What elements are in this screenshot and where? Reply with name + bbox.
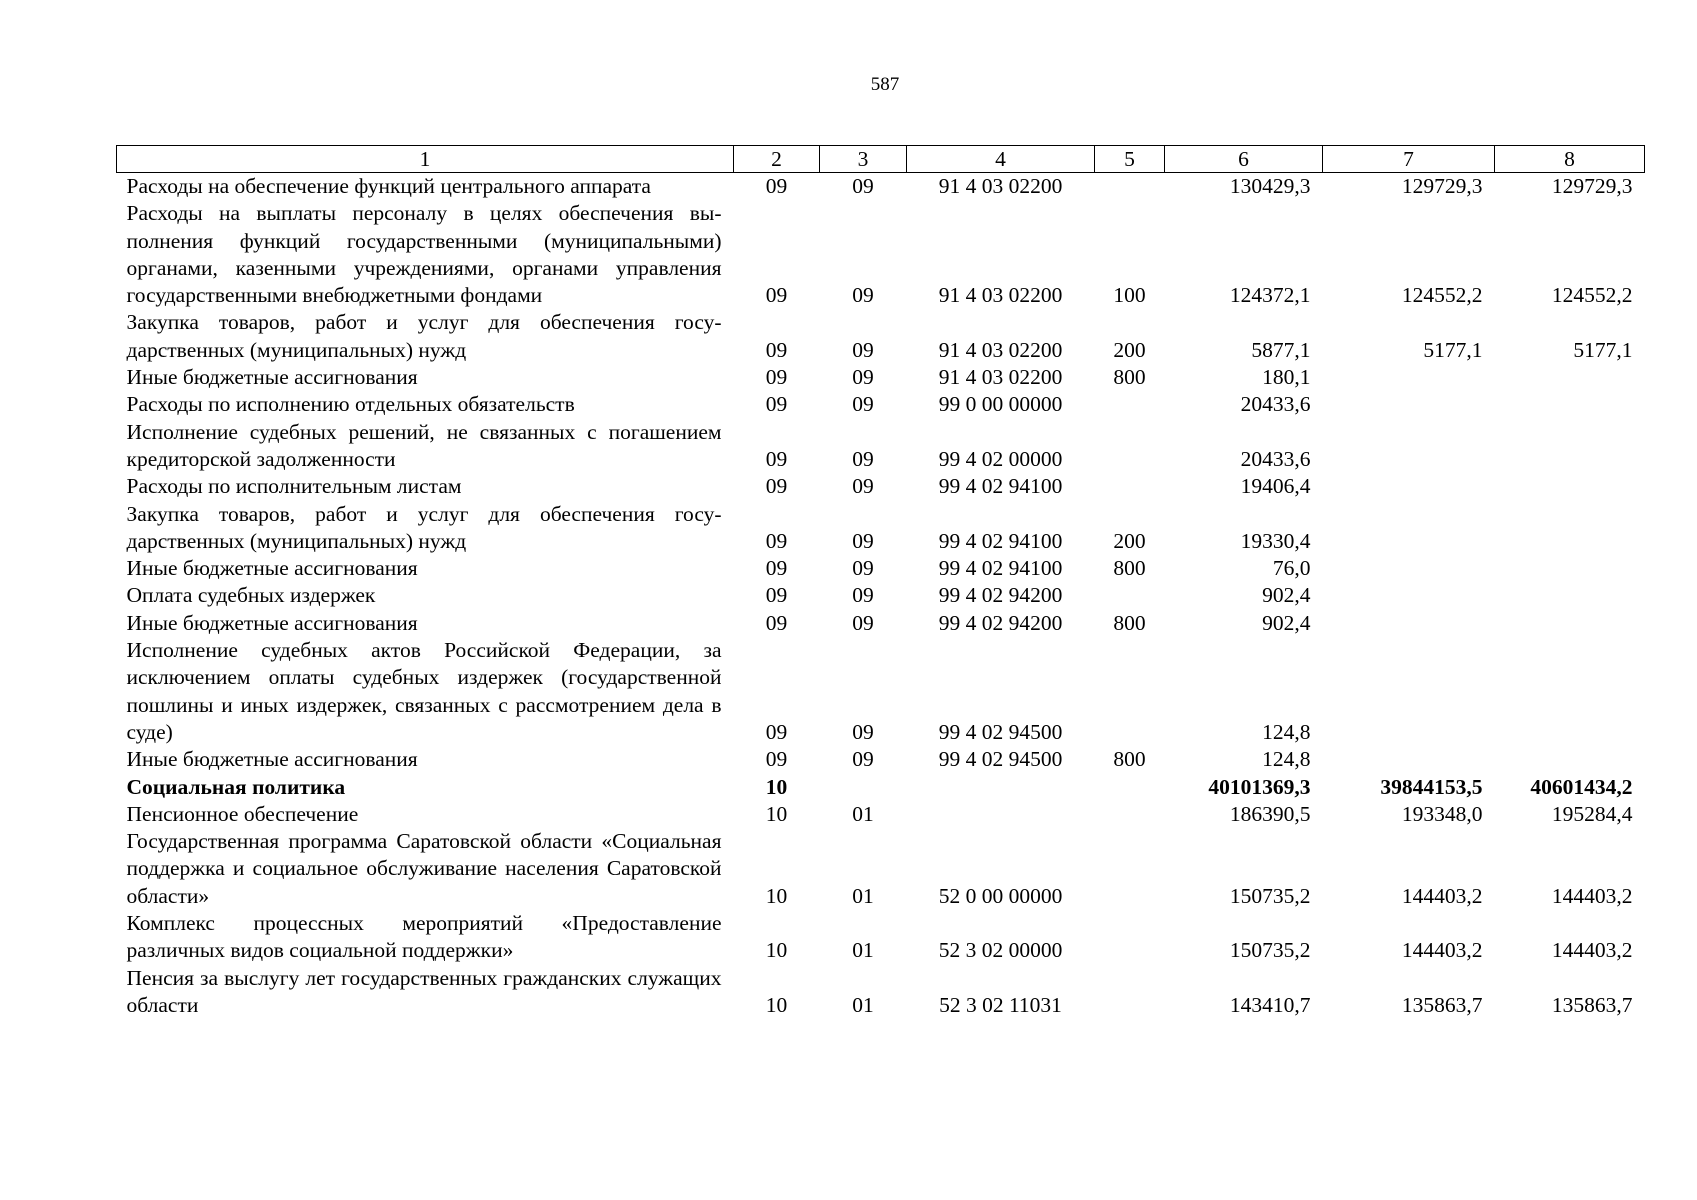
table-row (117, 501, 1645, 556)
row-name: Расходы на обеспечение функций центрального аппарата (126, 174, 651, 198)
row-name: Комплекс процессных мероприятий «Предоставление различных видов социальной поддержки» (126, 911, 722, 963)
row-subsection (820, 774, 907, 801)
row-amount-1: 150735,2 (1229, 883, 1311, 908)
row-amount-2 (1323, 364, 1495, 391)
row-name: Иные бюджетные ассигнования (126, 556, 418, 581)
row-expense-type: 800 (1113, 365, 1146, 390)
row-name: Пенсия за выслугу лет государственных гражданских служащих области (126, 965, 722, 1017)
table-row (117, 364, 1645, 391)
row-name: Расходы на выплаты персоналу в целях обеспечения выполнения функций государственными (муниципальными) органами, казенными учреждениями, органами управления государственными внебюджетными фондами (126, 201, 722, 308)
row-amount-2 (1323, 610, 1495, 637)
row-amount-2: 144403,2 (1401, 883, 1483, 908)
row-amount-2: 135863,7 (1401, 992, 1483, 1017)
row-expense-type (1095, 473, 1165, 500)
row-amount-3: 124552,2 (1551, 283, 1633, 308)
row-amount-1: 5877,1 (1251, 337, 1311, 362)
row-amount-3 (1495, 610, 1645, 637)
row-amount-2: 124552,2 (1401, 283, 1483, 308)
row-expense-type (1095, 828, 1165, 910)
row-expense-type: 200 (1113, 528, 1146, 553)
row-name: Закупка товаров, работ и услуг для обеспечения государственных (муниципальных) нужд (126, 310, 722, 362)
row-subsection: 09 (852, 446, 874, 471)
row-subsection: 09 (852, 365, 874, 390)
row-amount-1: 19406,4 (1240, 474, 1311, 499)
row-name: Социальная политика (126, 774, 346, 799)
page-number: 587 (870, 74, 900, 95)
row-section: 09 (765, 528, 788, 553)
row-amount-2 (1323, 391, 1495, 418)
row-amount-2: 193348,0 (1401, 801, 1483, 826)
row-amount-3 (1495, 501, 1645, 556)
row-target-article: 52 3 02 11031 (939, 992, 1062, 1017)
row-amount-1: 124372,1 (1229, 283, 1311, 308)
row-amount-1: 20433,6 (1240, 446, 1311, 471)
table-row (117, 610, 1645, 637)
row-target-article: 99 4 02 94200 (938, 610, 1063, 635)
row-subsection: 09 (852, 719, 874, 744)
row-subsection: 09 (852, 337, 874, 362)
row-target-article: 99 0 00 00000 (938, 392, 1063, 417)
table-row (117, 582, 1645, 609)
column-header-4: 4 (907, 146, 1095, 173)
row-expense-type (1095, 419, 1165, 474)
row-amount-1: 150735,2 (1229, 938, 1311, 963)
row-name: Исполнение судебных актов Российской Федерации, за исключением оплаты судебных издержек (государственной пошлины и иных издержек, связанных с рассмотрением дела в суде) (126, 638, 722, 744)
row-amount-3 (1495, 582, 1645, 609)
row-target-article: 99 4 02 94200 (938, 583, 1063, 608)
row-section: 09 (765, 747, 788, 772)
row-subsection: 09 (852, 392, 874, 417)
row-amount-3 (1495, 746, 1645, 773)
row-amount-3: 144403,2 (1551, 938, 1633, 963)
table-body (117, 173, 1645, 1020)
row-amount-3 (1495, 391, 1645, 418)
table-row (117, 391, 1645, 418)
row-amount-3 (1495, 637, 1645, 746)
row-expense-type (1095, 391, 1165, 418)
row-expense-type: 100 (1113, 283, 1146, 308)
row-amount-2: 144403,2 (1401, 938, 1483, 963)
column-header-6: 6 (1165, 146, 1323, 173)
row-amount-1: 40101369,3 (1208, 774, 1311, 799)
row-section: 10 (765, 938, 788, 963)
row-name: Государственная программа Саратовской области «Социальная поддержка и социальное обслуживание населения Саратовской области» (126, 829, 722, 908)
row-amount-1: 902,4 (1262, 583, 1311, 608)
row-subsection: 09 (852, 174, 874, 198)
row-amount-3 (1495, 364, 1645, 391)
row-expense-type (1095, 965, 1165, 1020)
table-row (117, 746, 1645, 773)
row-amount-1: 124,8 (1262, 719, 1311, 744)
row-amount-2 (1323, 582, 1495, 609)
row-target-article: 52 3 02 00000 (938, 938, 1063, 963)
row-target-article: 91 4 03 02200 (938, 337, 1063, 362)
row-expense-type: 800 (1113, 747, 1146, 772)
row-amount-3: 129729,3 (1551, 174, 1633, 198)
row-name: Расходы по исполнительным листам (126, 474, 462, 499)
row-section: 09 (765, 283, 788, 308)
row-amount-3 (1495, 419, 1645, 474)
row-section: 10 (765, 883, 788, 908)
table-row (117, 555, 1645, 582)
row-section: 09 (765, 719, 788, 744)
row-amount-3: 195284,4 (1551, 801, 1633, 826)
row-name: Иные бюджетные ассигнования (126, 365, 418, 390)
row-amount-3 (1495, 555, 1645, 582)
row-target-article: 99 4 02 94500 (938, 719, 1063, 744)
row-subsection: 09 (852, 283, 874, 308)
row-name: Расходы по исполнению отдельных обязательств (126, 392, 575, 417)
table-row (117, 200, 1645, 309)
row-section: 09 (765, 446, 788, 471)
row-amount-2: 129729,3 (1401, 174, 1483, 198)
row-target-article (907, 774, 1095, 801)
table-row (117, 173, 1645, 201)
row-subsection: 09 (852, 747, 874, 772)
row-expense-type (1095, 582, 1165, 609)
row-section: 09 (765, 365, 788, 390)
row-section: 09 (765, 392, 788, 417)
row-section: 10 (765, 992, 788, 1017)
column-header-5: 5 (1095, 146, 1165, 173)
row-amount-1: 124,8 (1262, 747, 1311, 772)
row-subsection: 01 (852, 938, 874, 963)
row-expense-type: 200 (1113, 337, 1146, 362)
row-amount-3: 40601434,2 (1530, 774, 1633, 799)
table-row (117, 309, 1645, 364)
table-row (117, 828, 1645, 910)
row-amount-3: 135863,7 (1551, 992, 1633, 1017)
row-amount-3: 144403,2 (1551, 883, 1633, 908)
row-amount-1: 902,4 (1262, 610, 1311, 635)
row-name: Оплата судебных издержек (126, 583, 376, 608)
table-row (117, 473, 1645, 500)
row-section: 09 (765, 610, 788, 635)
row-name: Иные бюджетные ассигнования (126, 747, 418, 772)
row-section: 10 (765, 774, 788, 799)
row-target-article: 99 4 02 94100 (938, 556, 1063, 581)
row-amount-1: 143410,7 (1229, 992, 1311, 1017)
row-amount-2 (1323, 501, 1495, 556)
row-expense-type (1095, 801, 1165, 828)
budget-table (116, 145, 1645, 1019)
row-amount-2 (1323, 473, 1495, 500)
row-name: Иные бюджетные ассигнования (126, 610, 418, 635)
row-amount-1: 180,1 (1262, 365, 1311, 390)
row-target-article: 91 4 03 02200 (938, 174, 1063, 198)
row-name: Закупка товаров, работ и услуг для обеспечения государственных (муниципальных) нужд (126, 501, 722, 553)
row-subsection: 09 (852, 528, 874, 553)
row-subsection: 01 (852, 992, 874, 1017)
row-amount-2 (1323, 746, 1495, 773)
row-amount-2: 39844153,5 (1380, 774, 1483, 799)
row-target-article: 91 4 03 02200 (938, 283, 1063, 308)
table-row (117, 774, 1645, 801)
row-section: 09 (765, 556, 788, 581)
column-header-8: 8 (1495, 146, 1645, 173)
row-target-article (907, 801, 1095, 828)
row-subsection: 09 (852, 556, 874, 581)
column-number-header (117, 146, 1645, 173)
row-target-article: 99 4 02 00000 (938, 446, 1063, 471)
column-header-7: 7 (1323, 146, 1495, 173)
row-name: Пенсионное обеспечение (126, 801, 359, 826)
row-amount-2 (1323, 419, 1495, 474)
row-expense-type: 800 (1113, 610, 1146, 635)
table-row (117, 965, 1645, 1020)
row-target-article: 91 4 03 02200 (938, 365, 1063, 390)
row-section: 09 (765, 474, 788, 499)
row-expense-type (1095, 910, 1165, 965)
row-expense-type (1095, 173, 1165, 201)
row-target-article: 99 4 02 94500 (938, 747, 1063, 772)
table-row (117, 419, 1645, 474)
row-section: 09 (765, 337, 788, 362)
row-expense-type (1095, 637, 1165, 746)
row-section: 09 (765, 174, 788, 198)
row-subsection: 01 (852, 801, 874, 826)
row-amount-1: 186390,5 (1229, 801, 1311, 826)
row-subsection: 09 (852, 610, 874, 635)
row-amount-1: 19330,4 (1240, 528, 1311, 553)
table-row (117, 910, 1645, 965)
row-name: Исполнение судебных решений, не связанных с погашением кредиторской задолженности (126, 419, 722, 471)
row-amount-2 (1323, 637, 1495, 746)
table-row (117, 637, 1645, 746)
row-subsection: 09 (852, 474, 874, 499)
row-section: 09 (765, 583, 788, 608)
row-target-article: 99 4 02 94100 (938, 474, 1063, 499)
row-amount-2: 5177,1 (1423, 337, 1483, 362)
row-expense-type (1095, 774, 1165, 801)
row-section: 10 (765, 801, 788, 826)
row-amount-1: 20433,6 (1240, 392, 1311, 417)
row-amount-3: 5177,1 (1573, 337, 1633, 362)
row-amount-1: 130429,3 (1229, 174, 1311, 198)
row-target-article: 52 0 00 00000 (938, 883, 1063, 908)
column-header-3: 3 (820, 146, 907, 173)
row-amount-2 (1323, 555, 1495, 582)
table-row (117, 801, 1645, 828)
column-header-2: 2 (734, 146, 820, 173)
column-header-1: 1 (117, 146, 734, 173)
row-expense-type: 800 (1113, 556, 1146, 581)
row-amount-3 (1495, 473, 1645, 500)
row-subsection: 09 (852, 583, 874, 608)
row-subsection: 01 (852, 883, 874, 908)
row-target-article: 99 4 02 94100 (938, 528, 1063, 553)
row-amount-1: 76,0 (1272, 556, 1311, 581)
